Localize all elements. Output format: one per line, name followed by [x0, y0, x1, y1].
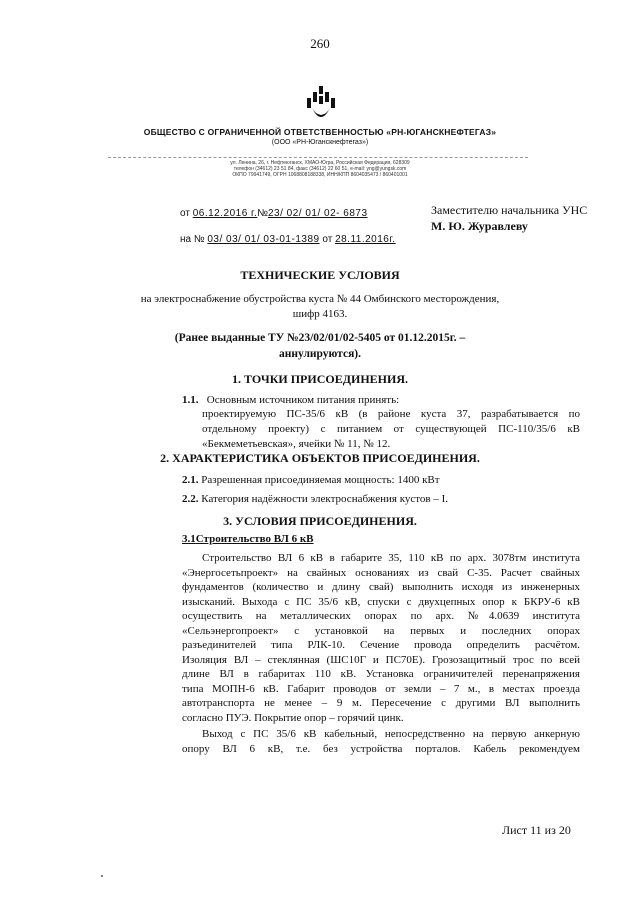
org-short-name: (ООО «РН-Юганскнефтегаз») — [271, 139, 369, 146]
item-2-1-text: Разрешенная присоединяемая мощность: 1400 кВт — [201, 474, 440, 486]
item-2-2 — [182, 492, 448, 507]
paragraph-1-line: фундаментов (количество и длину свай) выполнить исходя из инженерных — [182, 581, 580, 593]
on-date-prefix: от — [322, 234, 333, 245]
subsection-3-1 — [182, 532, 314, 547]
paragraph-1-line: автотранспорта не менее – 9 м. Пересечение с другими ВЛ выполнить — [182, 697, 580, 709]
org-full-name: ОБЩЕСТВО С ОГРАНИЧЕННОЙ ОТВЕТСТВЕННОСТЬЮ «РН-ЮГАНСКНЕФТЕГАЗ» — [143, 127, 497, 137]
item-2-1-number: 2.1. — [182, 474, 199, 486]
addressee-position: Заместителю начальника УНС — [431, 203, 588, 217]
paragraph-1-line: типа МОПН-6 кВ. Габарит проводов от земли – 7 м., в местах проезда — [182, 682, 580, 695]
incoming-number: 03/ 03/ 01/ 03-01-1389 — [207, 234, 320, 245]
reference-from — [180, 208, 368, 219]
previous-tu-line-2: аннулируются). — [279, 348, 361, 360]
number-prefix: № — [257, 208, 268, 219]
section-3-heading: 3. УСЛОВИЯ ПРИСОЕДИНЕНИЯ. — [223, 514, 417, 528]
document-title: ТЕХНИЧЕСКИЕ УСЛОВИЯ — [240, 268, 400, 282]
paragraph-1-line: согласно ПУЭ. Покрытие опор – горячий цинк. — [182, 711, 404, 724]
scan-speck — [101, 875, 103, 877]
paragraph-1-line: разъединителей типа РЛК-10. Сечение провода определить расчётом. — [182, 639, 580, 651]
outgoing-number: 23/ 02/ 01/ 02- 6873 — [267, 208, 368, 219]
subsection-3-1-heading: Строительство ВЛ 6 кВ — [195, 533, 314, 545]
subtitle-line-1: на электроснабжение обустройства куста № 44 Омбинского месторождения, — [140, 293, 500, 305]
item-1-1-line-1: проектируемую ПС-35/6 кВ (в районе куста 37, разрабатывается по — [202, 408, 580, 420]
paragraph-2-line: опору ВЛ 6 кВ, т.е. без устройства порталов. Кабель рекомендуем — [182, 742, 580, 755]
from-date: 06.12.2016 г. — [192, 208, 258, 219]
address-line: ул. Ленина, 26, г. Нефтеюганск, ХМАО-Югра, Российская Федерация, 628309 — [230, 160, 410, 166]
letterhead-divider — [108, 157, 528, 158]
from-prefix: от — [180, 208, 190, 219]
paragraph-1-line: изысканий. Выхода с ПС 35/6 кВ, спуски с двухцепных опор к БКРУ-6 кВ — [182, 595, 580, 608]
paragraph-1-line: «Сельэнергопроект» с установкой на первых и последних опорах — [182, 624, 580, 637]
company-logo-icon — [304, 86, 338, 124]
paragraph-1-line: длине ВЛ в габаритах 110 кВ. Установка ограничителей перенапряжения — [182, 668, 580, 680]
item-1-1-number: 1.1. — [182, 394, 199, 406]
paragraph-1-line: Строительство ВЛ 6 кВ в габарите 35, 110 кВ по арх. 3078тм института — [202, 552, 580, 564]
section-2-heading: 2. ХАРАКТЕРИСТИКА ОБЪЕКТОВ ПРИСОЕДИНЕНИЯ. — [160, 451, 480, 465]
paragraph-1-line: Изоляция ВЛ – стеклянная (ШС10Г и ПС70Е). Грозозащитный трос по всей — [182, 653, 580, 666]
item-2-2-text: Категория надёжности электроснабжения кустов – I. — [201, 493, 449, 505]
incoming-date: 28.11.2016г. — [335, 234, 396, 245]
paragraph-1-line: «Энергосетьпроект» на свайных основаниях из свай С-35. Расчет свайных — [182, 566, 580, 579]
addressee-name: М. Ю. Журавлеву — [431, 219, 528, 233]
paragraph-2-line: Выход с ПС 35/6 кВ кабельный, непосредственно на первую анкерную — [202, 728, 580, 740]
subsection-3-1-number: 3.1 — [182, 533, 196, 545]
subtitle-line-2: шифр 4163. — [292, 308, 348, 320]
reference-on — [180, 234, 396, 245]
item-1-1 — [182, 393, 399, 408]
item-2-2-number: 2.2. — [182, 493, 199, 505]
sheet-number: Лист 11 из 20 — [502, 823, 571, 837]
paragraph-1 — [182, 551, 580, 756]
previous-tu-line-1: (Ранее выданные ТУ №23/02/01/02-5405 от 01.12.2015г. – — [174, 332, 466, 344]
item-1-1-line-3: «Бекмеметьевская», ячейки № 11, № 12. — [202, 438, 391, 450]
section-1-heading: 1. ТОЧКИ ПРИСОЕДИНЕНИЯ. — [232, 372, 408, 386]
item-1-1-line-2: отдельному проекту) с питанием от существующей ПС-110/35/6 кВ — [202, 423, 580, 435]
registry-line: ОКПО 79941749, ОГРН 1068808188338, ИНН/КПП 8604035473 / 860401001 — [232, 172, 408, 178]
item-1-1-text: Основным источником питания принять: — [206, 394, 400, 406]
on-prefix: на № — [180, 234, 205, 245]
item-2-1 — [182, 473, 440, 488]
contact-line: телефон (34612) 23 51 84, факс (34612) 22 60 51, e-mail: yng@yungsk.com — [233, 166, 407, 172]
page-number: 260 — [310, 36, 330, 51]
paragraph-1-line: осуществить на металлических опорах по арх. №4.0639 института — [182, 610, 580, 622]
